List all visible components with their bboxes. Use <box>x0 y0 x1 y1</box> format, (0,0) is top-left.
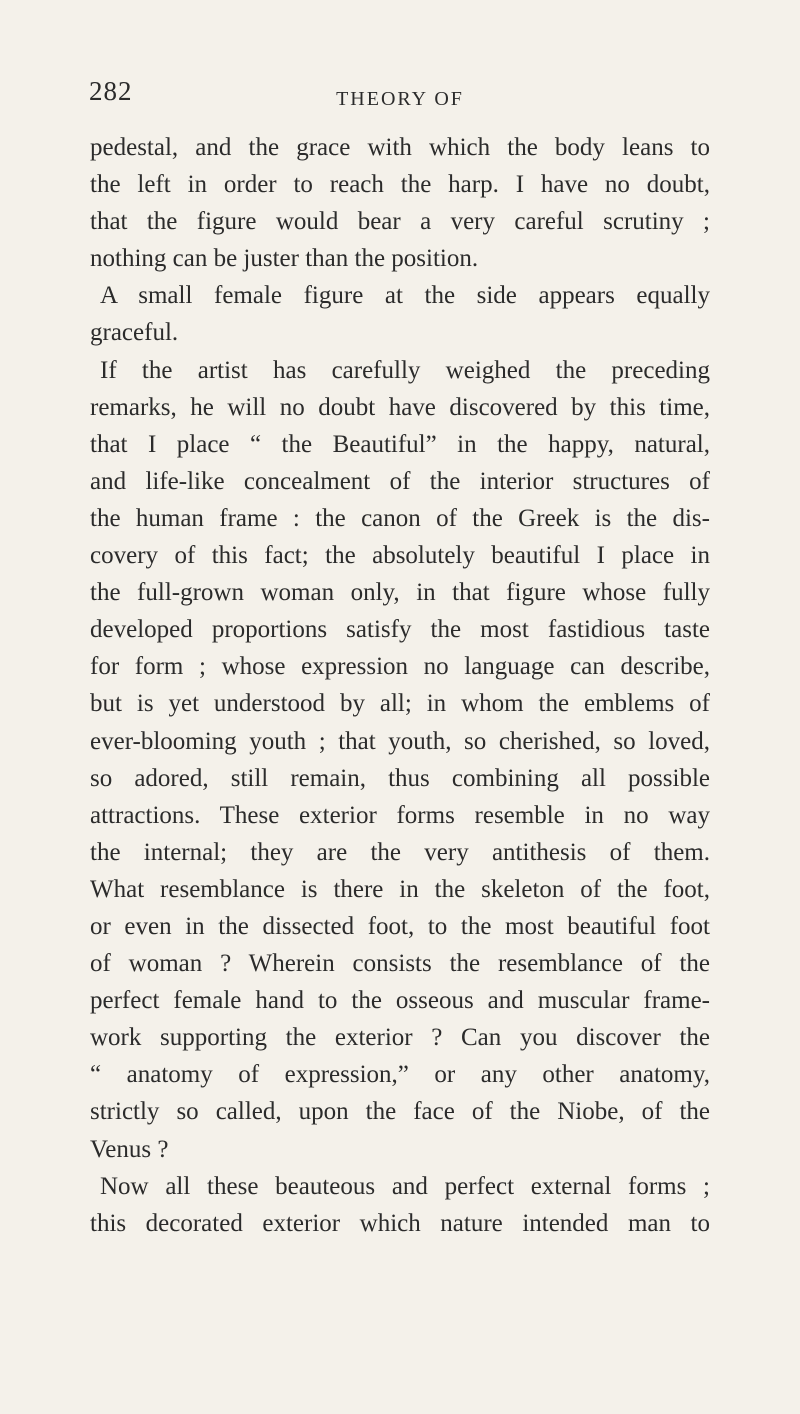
page-number: 282 <box>89 76 133 106</box>
text-line: Now all these beauteous and perfect external forms ; <box>100 1172 710 1200</box>
text-line: work supporting the exterior ? Can you discover the <box>90 1024 710 1052</box>
text-line: perfect female hand to the osseous and muscular frame- <box>90 987 710 1015</box>
text-line: graceful. <box>90 319 179 347</box>
text-line: developed proportions satisfy the most fastidious taste <box>90 616 710 644</box>
text-line: attractions. These exterior forms resemble in no way <box>90 801 710 829</box>
text-line: the human frame : the canon of the Greek is the dis- <box>90 504 710 532</box>
text-line: If the artist has carefully weighed the preceding <box>100 356 710 384</box>
text-line: pedestal, and the grace with which the body leans to <box>90 134 710 161</box>
text-line: “ anatomy of expression,” or any other anatomy, <box>90 1061 710 1089</box>
text-line: remarks, he will no doubt have discovered by this time, <box>90 393 710 421</box>
text-line: ever-blooming youth ; that youth, so cherished, so loved, <box>90 727 710 755</box>
text-line: the internal; they are the very antithesis of them. <box>90 838 710 866</box>
text-line: so adored, still remain, thus combining all possible <box>90 764 710 792</box>
text-line: the full-grown woman only, in that figure whose fully <box>90 579 710 607</box>
text-line: for form ; whose expression no language can describe, <box>90 653 710 681</box>
text-line: Venus ? <box>90 1135 169 1163</box>
text-line: that I place “ the Beautiful” in the happy, natural, <box>90 430 710 458</box>
body-text <box>90 129 710 1242</box>
text-line: of woman ? Wherein consists the resemblance of the <box>90 950 710 978</box>
text-line: that the figure would bear a very careful scrutiny ; <box>90 208 710 236</box>
text-line: this decorated exterior which nature intended man to <box>90 1209 710 1237</box>
text-line: nothing can be juster than the position. <box>90 245 479 273</box>
text-line: and life-like concealment of the interior structures of <box>90 467 710 495</box>
text-line: strictly so called, upon the face of the Niobe, of the <box>90 1098 710 1126</box>
text-line: covery of this fact; the absolutely beautiful I place in <box>90 542 710 570</box>
text-line: What resemblance is there in the skeleton of the foot, <box>90 875 710 903</box>
running-head: THEORY OF <box>336 88 464 110</box>
text-line: the left in order to reach the harp. I have no doubt, <box>90 171 710 199</box>
text-line: A small female figure at the side appears equally <box>100 282 710 310</box>
text-line: or even in the dissected foot, to the most beautiful foot <box>90 912 710 940</box>
text-line: but is yet understood by all; in whom the emblems of <box>90 690 710 718</box>
